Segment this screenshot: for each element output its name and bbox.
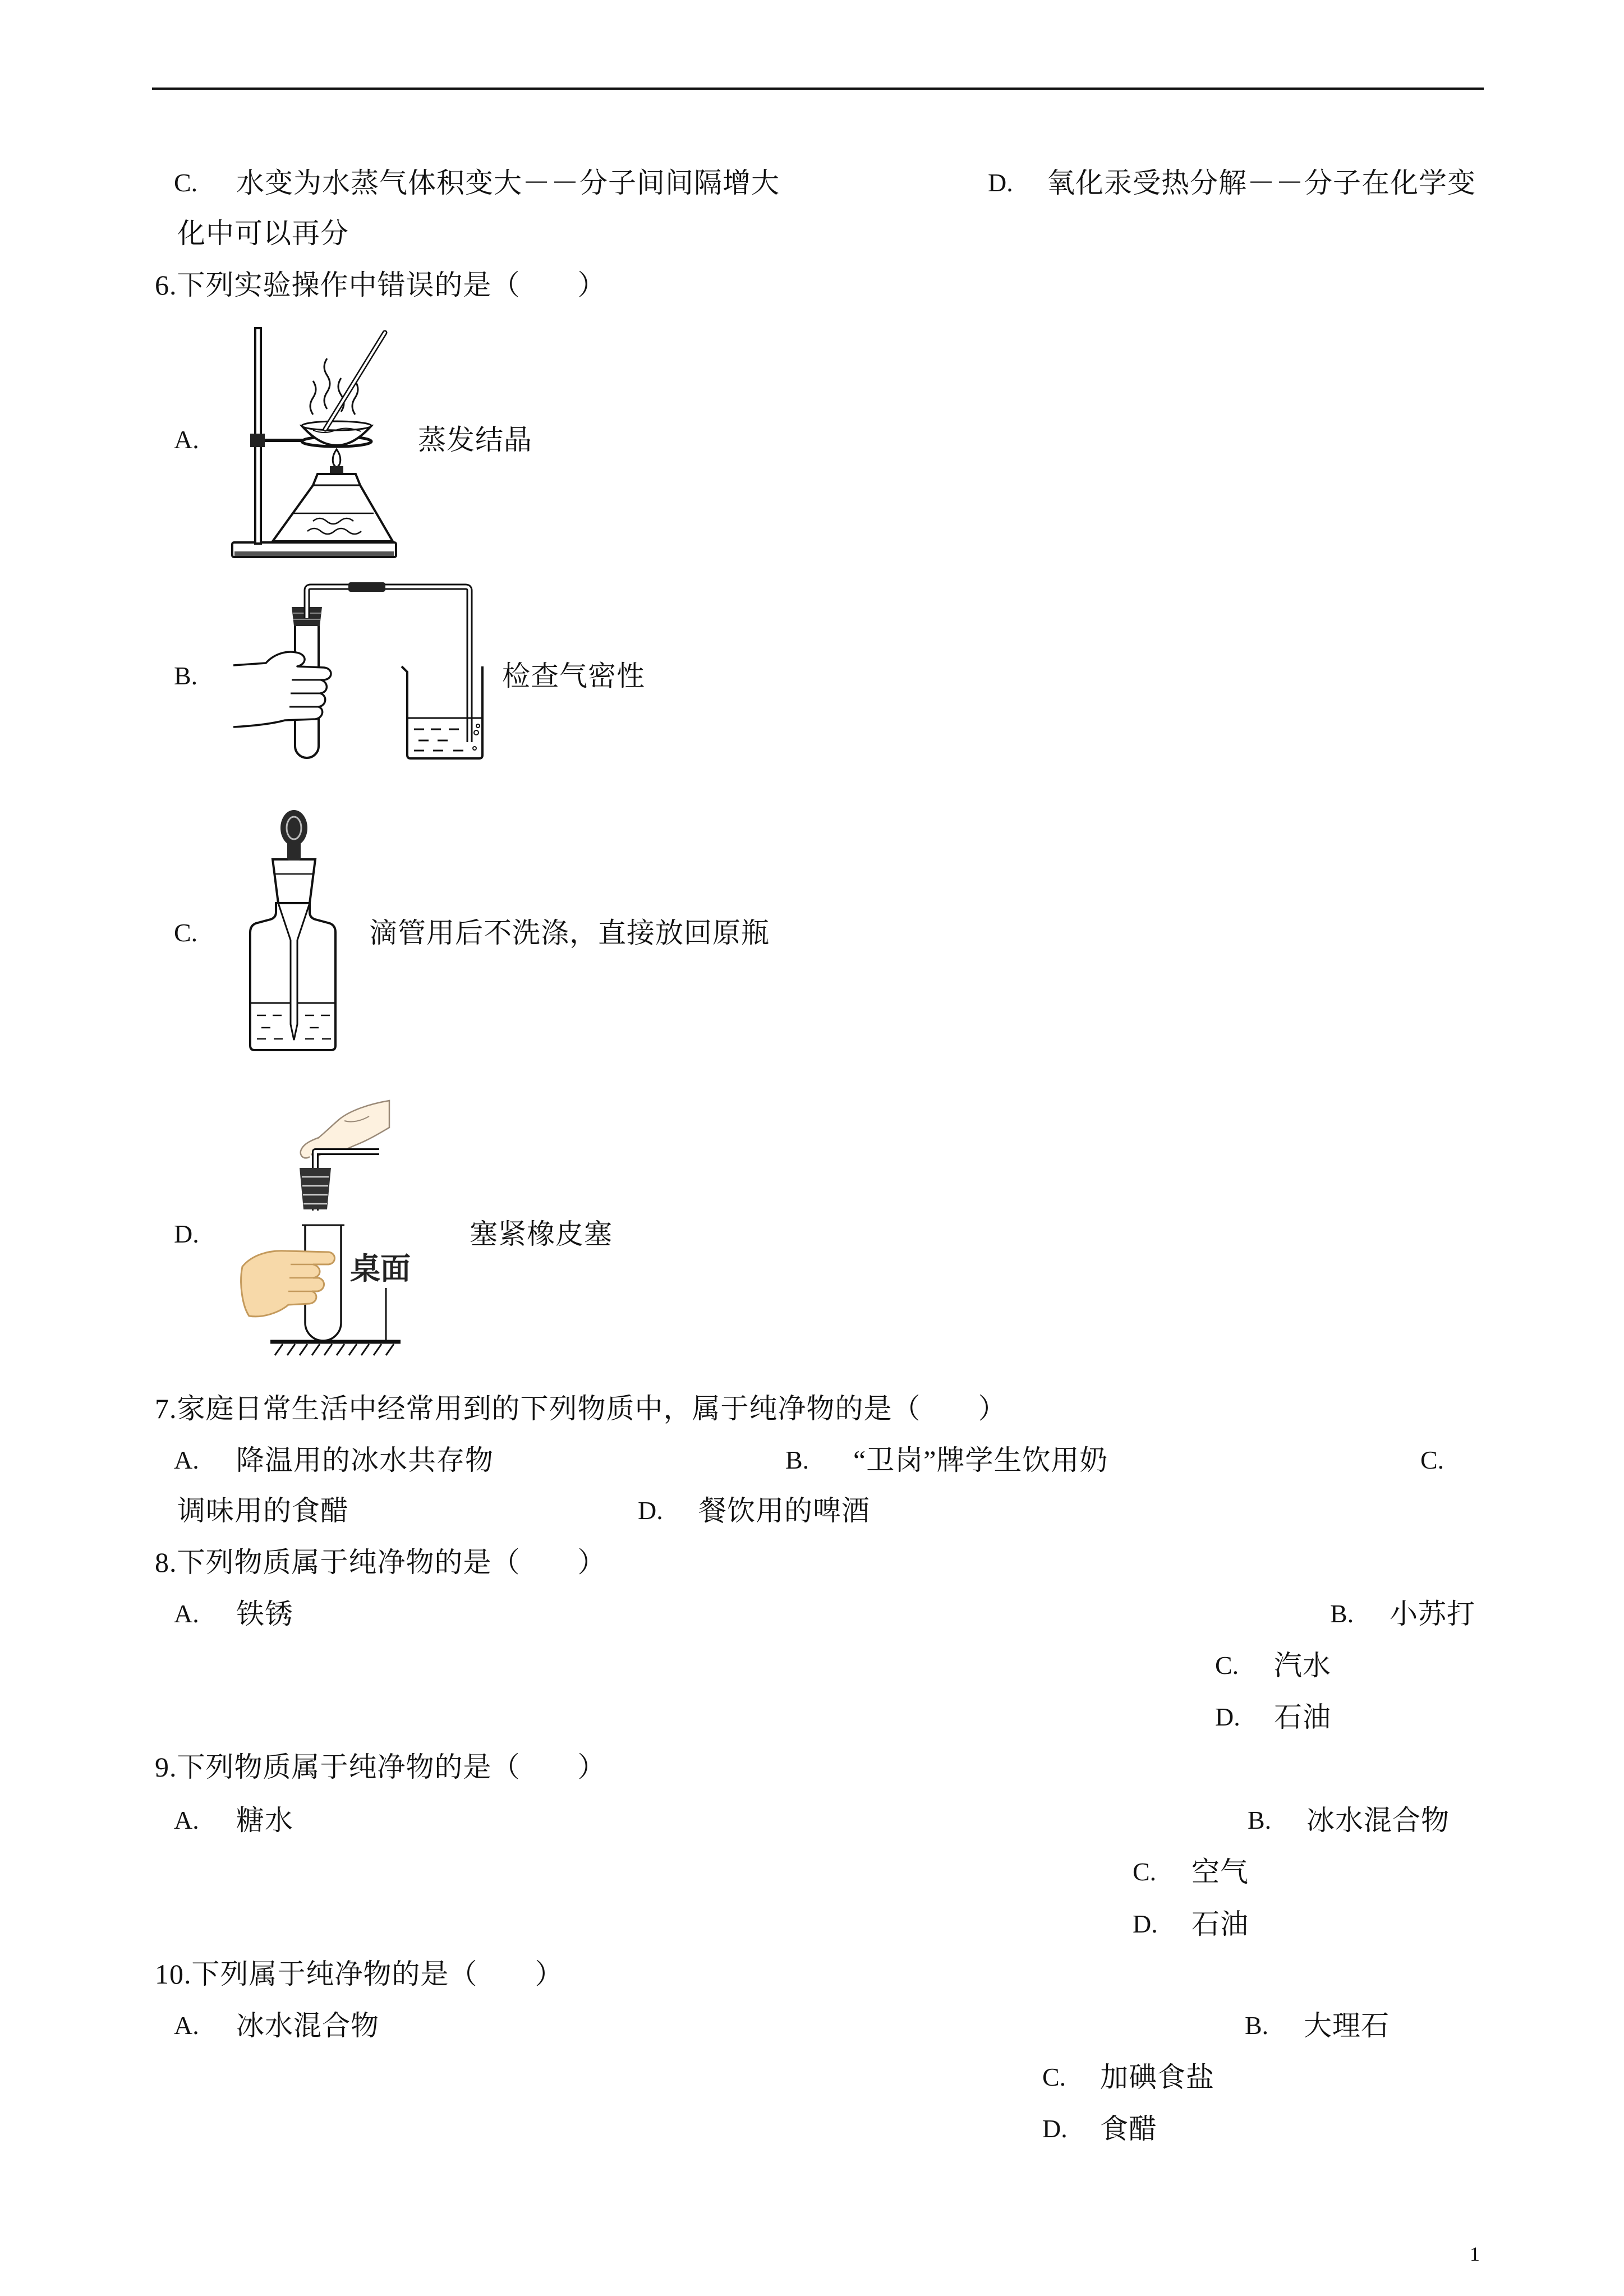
q8-option-b-text: 小苏打 <box>1390 1598 1475 1630</box>
q7-stem: 7.家庭日常生活中经常用到的下列物质中，属于纯净物的是（ ） <box>155 1393 1007 1424</box>
q7-option-c-label: C. <box>1420 1446 1444 1474</box>
q9-option-a-label: A. <box>174 1806 199 1834</box>
evaporating-dish <box>302 421 371 445</box>
q5-option-d-text-continued: 化中可以再分 <box>177 218 349 249</box>
q8-stem: 8.下列物质属于纯净物的是（ ） <box>155 1547 606 1578</box>
q8-option-a-label: A. <box>174 1599 199 1628</box>
airtightness-check-icon <box>233 582 497 765</box>
q8-option-c-text: 汽水 <box>1274 1650 1331 1681</box>
glass-rod <box>325 333 385 429</box>
alcohol-lamp <box>273 449 393 541</box>
q6-option-a-text: 蒸发结晶 <box>418 424 532 455</box>
q6-stem: 6.下列实验操作中错误的是（ ） <box>155 269 606 301</box>
q9-option-c-text: 空气 <box>1191 1856 1249 1888</box>
rubber-stopper <box>300 1168 331 1209</box>
q7-option-b-text: “卫岗”牌学生饮用奶 <box>853 1444 1108 1476</box>
dropper-cap <box>273 859 315 903</box>
q10-option-b-text: 大理石 <box>1304 2010 1390 2041</box>
dropper-bulb <box>280 810 307 861</box>
q6-option-c-text: 滴管用后不洗涤，直接放回原瓶 <box>369 917 770 949</box>
q10-option-a-label: A. <box>174 2011 199 2040</box>
q7-option-a-text: 降温用的冰水共存物 <box>236 1444 494 1476</box>
stopper-insertion-icon <box>234 1098 420 1359</box>
q6-option-d-label: D. <box>174 1220 199 1248</box>
q9-option-a-text: 糖水 <box>236 1805 293 1836</box>
q9-option-c-label: C. <box>1133 1857 1157 1886</box>
q5-option-d-text: 氧化汞受热分解－－分子在化学变 <box>1047 167 1476 199</box>
q10-option-a-text: 冰水混合物 <box>236 2010 379 2041</box>
q10-stem: 10.下列属于纯净物的是（ ） <box>155 1958 564 1990</box>
q9-option-d-label: D. <box>1133 1910 1158 1938</box>
page-number: 1 <box>1470 2243 1480 2265</box>
q7-option-c-text: 调味用的食醋 <box>177 1495 349 1526</box>
q9-option-b-label: B. <box>1248 1806 1272 1834</box>
q7-option-a-label: A. <box>174 1446 199 1474</box>
q7-option-d-label: D. <box>638 1496 663 1525</box>
q6-option-b-label: B. <box>174 661 198 690</box>
q8-option-d-label: D. <box>1215 1703 1240 1731</box>
q8-option-a-text: 铁锈 <box>236 1598 293 1630</box>
q6-option-c-label: C. <box>174 918 198 947</box>
table-label: 桌面 <box>350 1252 411 1286</box>
q10-option-b-label: B. <box>1245 2011 1269 2040</box>
evaporation-apparatus-icon <box>229 325 403 560</box>
q10-option-d-label: D. <box>1042 2114 1068 2143</box>
bubble <box>474 730 479 735</box>
q5-option-c-label: C. <box>174 168 198 197</box>
flame <box>333 449 341 467</box>
rubber-connector <box>348 582 385 592</box>
header-rule <box>152 88 1484 90</box>
q10-option-c-label: C. <box>1042 2063 1066 2091</box>
q7-option-d-text: 餐饮用的啤酒 <box>698 1495 870 1526</box>
q6-option-a-label: A. <box>174 425 199 454</box>
table-surface <box>270 1342 401 1355</box>
q7-option-b-label: B. <box>785 1446 809 1474</box>
dropper-bottle-icon <box>247 808 339 1055</box>
q10-option-d-text: 食醋 <box>1100 2113 1157 2145</box>
q9-stem: 9.下列物质属于纯净物的是（ ） <box>155 1751 606 1783</box>
q6-option-d-text: 塞紧橡皮塞 <box>470 1218 613 1250</box>
q10-option-c-text: 加碘食盐 <box>1100 2062 1214 2093</box>
q5-option-d-label: D. <box>988 168 1013 197</box>
q8-option-b-label: B. <box>1330 1599 1354 1628</box>
q5-option-c-text: 水变为水蒸气体积变大－－分子间间隔增大 <box>236 167 780 199</box>
q6-option-b-text: 检查气密性 <box>502 660 645 692</box>
bubble <box>476 724 480 728</box>
q9-option-d-text: 石油 <box>1191 1908 1249 1940</box>
bubble <box>473 747 476 750</box>
q9-option-b-text: 冰水混合物 <box>1306 1805 1450 1836</box>
q8-option-c-label: C. <box>1215 1651 1239 1680</box>
q8-option-d-text: 石油 <box>1274 1701 1331 1733</box>
